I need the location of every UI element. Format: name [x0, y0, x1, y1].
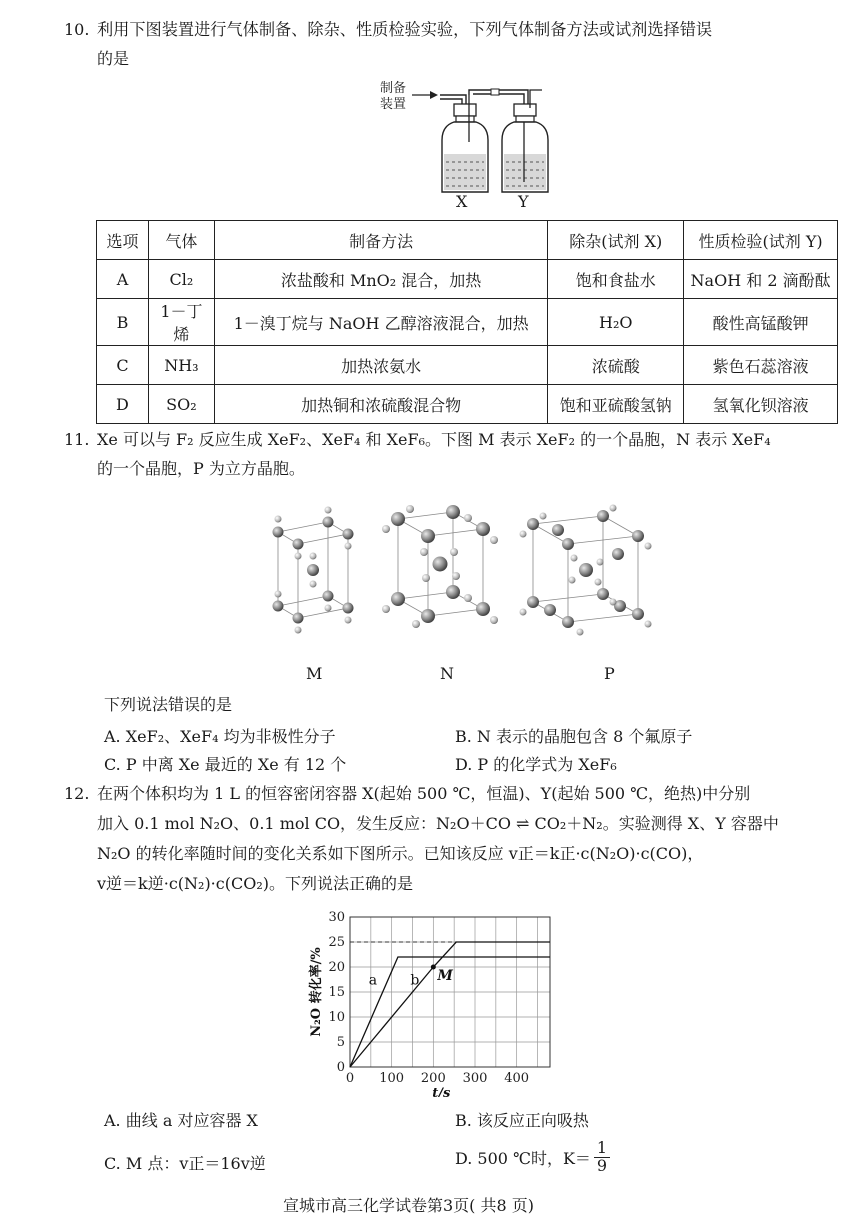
q12-choice-c[interactable]: C. M 点：v正＝16v逆	[104, 1154, 266, 1173]
gas-washing-apparatus	[378, 82, 578, 212]
x-tick-label: 400	[504, 1071, 530, 1086]
table-cell: Cl₂	[148, 260, 214, 299]
apparatus-label-1: 制备	[380, 81, 407, 96]
table-cell: 紫色石蕊溶液	[684, 346, 838, 385]
table-cell: B	[97, 299, 149, 346]
x-tick-label: 200	[420, 1071, 446, 1086]
table-cell: A	[97, 260, 149, 299]
x-axis-title: t/s	[432, 1086, 451, 1097]
table-cell: 1－溴丁烷与 NaOH 乙醇溶液混合，加热	[214, 299, 547, 346]
table-cell: 1－丁烯	[148, 299, 214, 346]
fraction-denominator: 9	[596, 1155, 608, 1175]
table-cell: NaOH 和 2 滴酚酞	[684, 260, 838, 299]
table-cell: 加热铜和浓硫酸混合物	[214, 385, 547, 424]
table-header-cell: 气体	[148, 221, 214, 260]
y-tick-label: 30	[328, 910, 345, 925]
q11-choice-b[interactable]: B. N 表示的晶胞包含 8 个氟原子	[455, 727, 693, 746]
q12-choice-a[interactable]: A. 曲线 a 对应容器 X	[104, 1111, 258, 1130]
conversion-chart	[300, 905, 560, 1097]
crystal-cells-drawing	[258, 494, 688, 664]
table-header-cell: 制备方法	[214, 221, 547, 260]
table-cell: H₂O	[548, 299, 684, 346]
q11-prompt: 下列说法错误的是	[104, 695, 233, 714]
y-tick-label: 5	[336, 1035, 345, 1050]
q10-options-table	[96, 220, 838, 424]
q10-stem-line2: 的是	[97, 49, 130, 68]
table-row	[97, 346, 838, 385]
cell-p-label: P	[604, 664, 615, 683]
bottle-y-label: Y	[518, 192, 529, 211]
q10-number: 10.	[64, 20, 90, 39]
table-cell: 浓盐酸和 MnO₂ 混合，加热	[214, 260, 547, 299]
q12-stem-line2: 加入 0.1 mol N₂O、0.1 mol CO，发生反应：N₂O＋CO ⇌ CO₂＋N₂。实验测得 X、Y 容器中	[97, 814, 779, 833]
cell-m-atoms	[273, 507, 354, 634]
table-cell: D	[97, 385, 149, 424]
bottle-x-label: X	[456, 192, 468, 211]
chart-series	[350, 942, 550, 1067]
table-cell: 饱和食盐水	[548, 260, 684, 299]
q12-stem-line3: N₂O 的转化率随时间的变化关系如下图所示。已知该反应 v正＝k正·c(N₂O)·c(CO)，	[97, 844, 704, 863]
q12-stem-line1: 在两个体积均为 1 L 的恒容密闭容器 X(起始 500 ℃，恒温)、Y(起始 500 ℃，绝热)中分别	[97, 784, 751, 803]
q11-stem-line1: Xe 可以与 F₂ 反应生成 XeF₂、XeF₄ 和 XeF₆。下图 M 表示 XeF₂ 的一个晶胞，N 表示 XeF₄	[97, 430, 771, 449]
table-cell: SO₂	[148, 385, 214, 424]
y-tick-label: 0	[336, 1060, 345, 1075]
cell-m-label: M	[306, 664, 323, 683]
q12-choice-b[interactable]: B. 该反应正向吸热	[455, 1111, 589, 1130]
q11-choice-a[interactable]: A. XeF₂、XeF₄ 均为非极性分子	[104, 727, 336, 746]
table-cell: NH₃	[148, 346, 214, 385]
table-cell: 氢氧化钡溶液	[684, 385, 838, 424]
apparatus-drawing	[378, 82, 578, 212]
table-row	[97, 385, 838, 424]
y-tick-label: 10	[328, 1010, 345, 1025]
q11-choice-d[interactable]: D. P 的化学式为 XeF₆	[455, 755, 617, 774]
table-header-cell: 性质检验(试剂 Y)	[684, 221, 838, 260]
table-row	[97, 260, 838, 299]
series-line-b	[350, 942, 550, 1067]
y-tick-label: 25	[328, 935, 345, 950]
point-m	[431, 965, 436, 970]
table-cell: 浓硫酸	[548, 346, 684, 385]
point-m-label: M	[437, 968, 453, 984]
series-label-a: a	[368, 972, 378, 989]
table-cell: 酸性高锰酸钾	[684, 299, 838, 346]
x-tick-label: 300	[462, 1071, 488, 1086]
table-cell: 饱和亚硫酸氢钠	[548, 385, 684, 424]
y-tick-label: 20	[328, 960, 345, 975]
page-footer: 宣城市高三化学试卷第3页( 共8 页)	[283, 1196, 535, 1215]
q12-choice-d-fraction	[594, 1140, 610, 1175]
series-label-b: b	[410, 972, 420, 989]
x-tick-label: 0	[345, 1071, 355, 1086]
cell-p-atoms	[520, 505, 652, 636]
x-tick-label: 100	[379, 1071, 405, 1086]
chart-grid	[350, 917, 550, 1067]
q12-number: 12.	[64, 784, 90, 803]
table-row	[97, 299, 838, 346]
q12-choice-d[interactable]	[455, 1140, 610, 1175]
q11-stem-line2: 的一个晶胞，P 为立方晶胞。	[97, 459, 305, 478]
table-header-cell: 选项	[97, 221, 149, 260]
table-header-row	[97, 221, 838, 260]
y-axis-title: N₂O 转化率/%	[309, 947, 324, 1037]
q11-number: 11.	[64, 430, 90, 449]
table-cell: C	[97, 346, 149, 385]
q11-choice-c[interactable]: C. P 中离 Xe 最近的 Xe 有 12 个	[104, 755, 347, 774]
cell-n-label: N	[440, 664, 454, 683]
q12-choice-d-text: D. 500 ℃时，K＝	[455, 1148, 591, 1168]
y-tick-label: 15	[328, 985, 345, 1000]
q10-stem-line1: 利用下图装置进行气体制备、除杂、性质检验实验，下列气体制备方法或试剂选择错误	[97, 20, 713, 39]
apparatus-label-2: 装置	[380, 97, 407, 112]
fraction-numerator: 1	[594, 1140, 610, 1158]
table-header-cell: 除杂(试剂 X)	[548, 221, 684, 260]
cell-n-atoms	[382, 505, 498, 628]
q12-stem-line4: v逆＝k逆·c(N₂)·c(CO₂)。下列说法正确的是	[97, 874, 413, 893]
crystal-cells-figure	[258, 494, 688, 684]
table-cell: 加热浓氨水	[214, 346, 547, 385]
